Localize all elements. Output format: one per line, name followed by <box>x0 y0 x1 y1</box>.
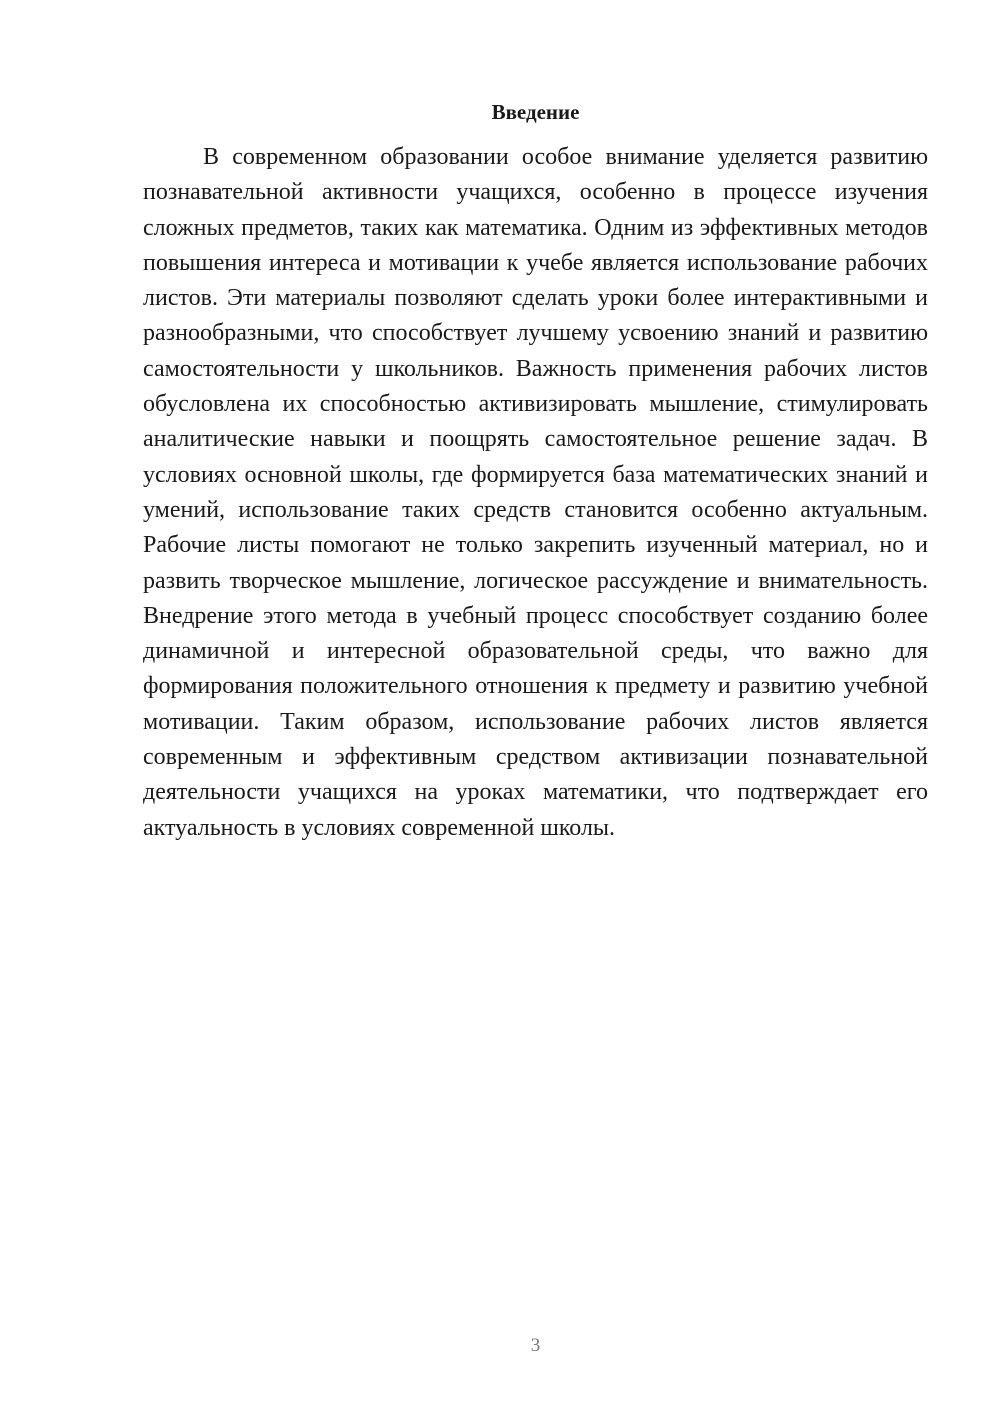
page-number: 3 <box>530 1335 541 1356</box>
body-paragraph: В современном образовании особое внимание уделяется развитию познавательной активности учащихся, особенно в процессе изучения сложных предметов, таких как математика. Одним из эффективных методов повышения интереса и мотивации к учебе является использование рабочих листов. Эти материалы позволяют сделать уроки более интерактивными и разнообразными, что способствует лучшему усвоению знаний и развитию самостоятельности у школьников. Важность применения рабочих листов обусловлена их способностью активизировать мышление, стимулировать аналитические навыки и поощрять самостоятельное решение задач. В условиях основной школы, где формируется база математических знаний и умений, использование таких средств становится особенно актуальным. Рабочие листы помогают не только закрепить изученный материал, но и развить творческое мышление, логическое рассуждение и внимательность. Внедрение этого метода в учебный процесс способствует созданию более динамичной и интересной образовательной среды, что важно для формирования положительного отношения к предмету и развитию учебной мотивации. Таким образом, использование рабочих листов является современным и эффективным средством активизации познавательной деятельности учащихся на уроках математики, что подтверждает его актуальность в условиях современной школы. <box>143 144 928 841</box>
section-heading: Введение <box>491 100 580 124</box>
